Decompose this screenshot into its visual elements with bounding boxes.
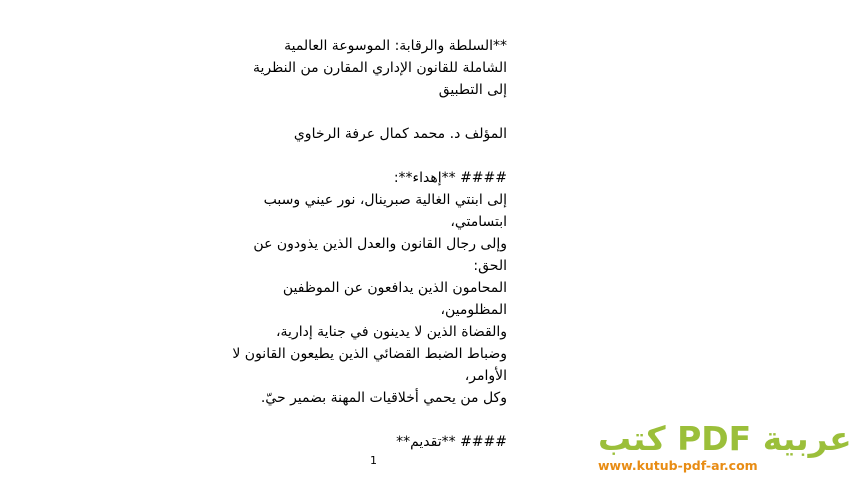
blank-line (227, 101, 507, 123)
watermark-url: www.kutub-pdf-ar.com (598, 458, 758, 473)
watermark-logo (598, 419, 852, 474)
dedication-heading: #### **إهداء**: (393, 170, 507, 186)
dedication-line-1: إلى ابنتي الغالية صبرينال، نور عيني وسبب (263, 192, 507, 208)
dedication-line-5: المحامون الذين يدافعون عن الموظفين (282, 280, 507, 296)
page-number: 1 (370, 454, 377, 467)
author-line: المؤلف د. محمد كمال عرفة الرخاوي (293, 126, 507, 142)
dedication-line-6: المظلومين، (440, 302, 507, 318)
dedication-line-4: الحق: (473, 258, 507, 274)
dedication-line-9: الأوامر، (464, 368, 507, 384)
dedication-line-8: وضباط الضبط القضائي الذين يطيعون القانون لا (232, 346, 507, 362)
document-body (227, 35, 507, 453)
dedication-line-10: وكل من يحمي أخلاقيات المهنة بضمير حيّ. (260, 390, 507, 406)
dedication-line-3: وإلى رجال القانون والعدل الذين يذودون عن (253, 236, 507, 252)
dedication-line-7: والقضاة الذين لا يدينون في جناية إدارية، (276, 324, 507, 340)
title-line-3: إلى التطبيق (438, 82, 507, 98)
blank-line (227, 145, 507, 167)
introduction-heading: #### **تقديم** (396, 434, 507, 450)
title-line-2: الشاملة للقانون الإداري المقارن من النظرية (253, 60, 507, 76)
watermark-title: كتب PDF عربية (598, 419, 852, 458)
dedication-line-2: ابتسامتي، (450, 214, 507, 230)
blank-line (227, 409, 507, 431)
title-line-1: **السلطة والرقابة: الموسوعة العالمية (284, 38, 507, 54)
